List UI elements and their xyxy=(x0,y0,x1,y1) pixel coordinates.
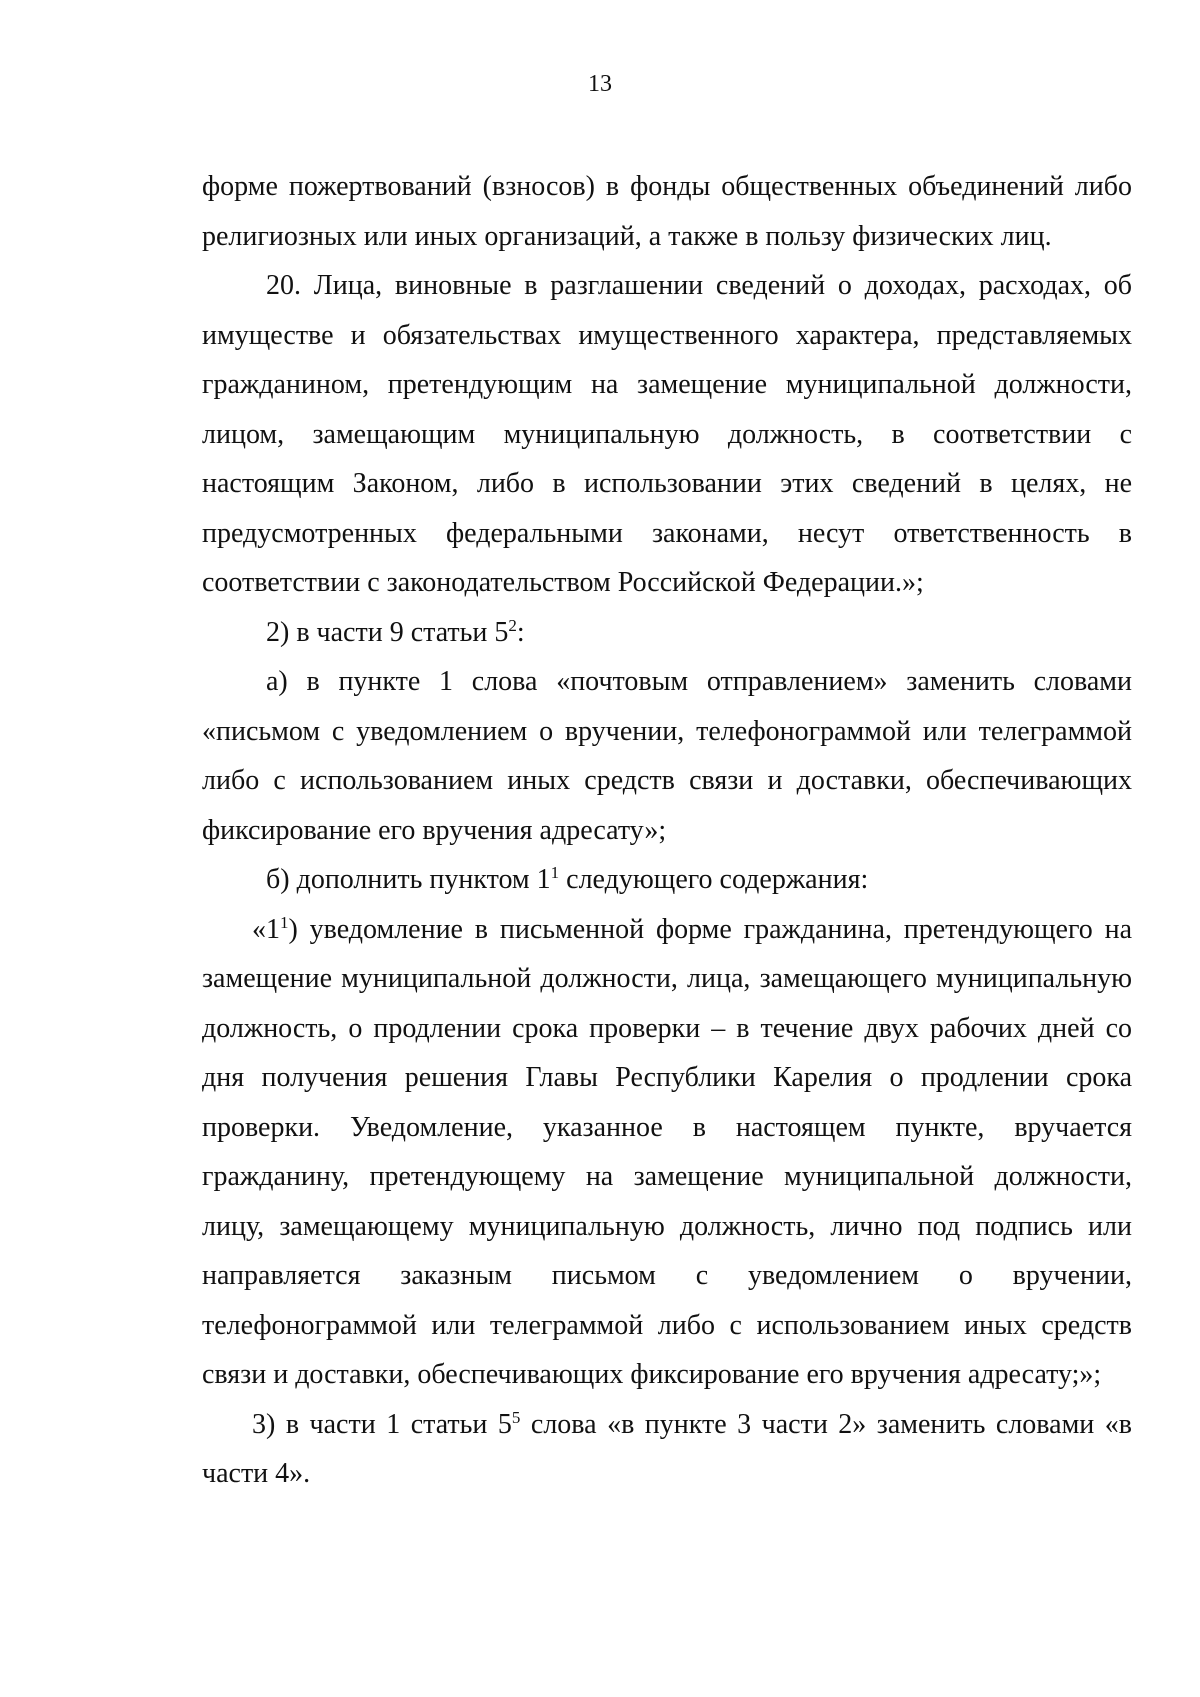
paragraph-amendment-2-text: 2) в части 9 статьи 5 xyxy=(266,616,509,648)
superscript: 1 xyxy=(550,862,560,882)
paragraph-continuation: форме пожертвований (взносов) в фонды общественных объединений либо религиозных или иных организаций, а также в пользу физических лиц. xyxy=(202,171,1132,252)
paragraph-subitem-b-text: б) дополнить пунктом 1 xyxy=(266,864,551,895)
document-body xyxy=(202,162,1132,1499)
paragraph-item-20: 20. Лица, виновные в разглашении сведений о доходах, расходах, об имуществе и обязательствах имущественного характера, представляемых гражданином, претендующим на замещение муниципальной должности, лицом, замещающим муниципальную должность, в соответствии с настоящим Законом, либо в использовании этих сведений в целях, не предусмотренных федеральными законами, несут ответственность в соответствии с законодательством Российской Федерации.»; xyxy=(202,270,1132,598)
paragraph-new-item-text: ) уведомление в письменной форме гражданина, претендующего на замещение муниципальной должности, лица, замещающего муниципальную должность, о продлении срока проверки – в течение двух рабочих дней со дня получения решения Главы Республики Карелия о продлении срока проверки. Уведомление, указанное в настоящем пункте, вручается гражданину, претендующему на замещение муниципальной должности, лицу, замещающему муниципальную должность, лично под подпись или направляется заказным письмом с уведомлением о вручении, телефонограммой или телеграммой либо с использованием иных средств связи и доставки, обеспечивающих фиксирование его вручения адресату;»; xyxy=(202,913,1132,1390)
paragraph-new-item-prefix: «1 xyxy=(252,913,280,945)
page-number: 13 xyxy=(588,71,612,97)
superscript: 5 xyxy=(511,1407,521,1427)
superscript: 2 xyxy=(508,615,517,635)
superscript: 1 xyxy=(280,912,289,932)
paragraph-amendment-2 xyxy=(202,608,1132,658)
paragraph-amendment-2-suffix: : xyxy=(516,616,525,648)
paragraph-subitem-b-suffix: следующего содержания: xyxy=(559,864,869,895)
paragraph-subitem-a: а) в пункте 1 слова «почтовым отправлением» заменить словами «письмом с уведомлением о вручении, телефонограммой или телеграммой либо с использованием иных средств связи и доставки, обеспечивающих фиксирование его вручения адресату»; xyxy=(202,666,1132,846)
paragraph-new-item-1-1 xyxy=(202,905,1132,1400)
paragraph-amendment-3 xyxy=(202,1400,1132,1499)
paragraph-amendment-3-text: 3) в части 1 статьи 5 xyxy=(252,1408,512,1440)
paragraph-subitem-b xyxy=(202,855,1132,905)
paragraph-amendment-3-suffix: слова «в пункте 3 части 2» заменить словами «в части 4». xyxy=(202,1408,1132,1489)
